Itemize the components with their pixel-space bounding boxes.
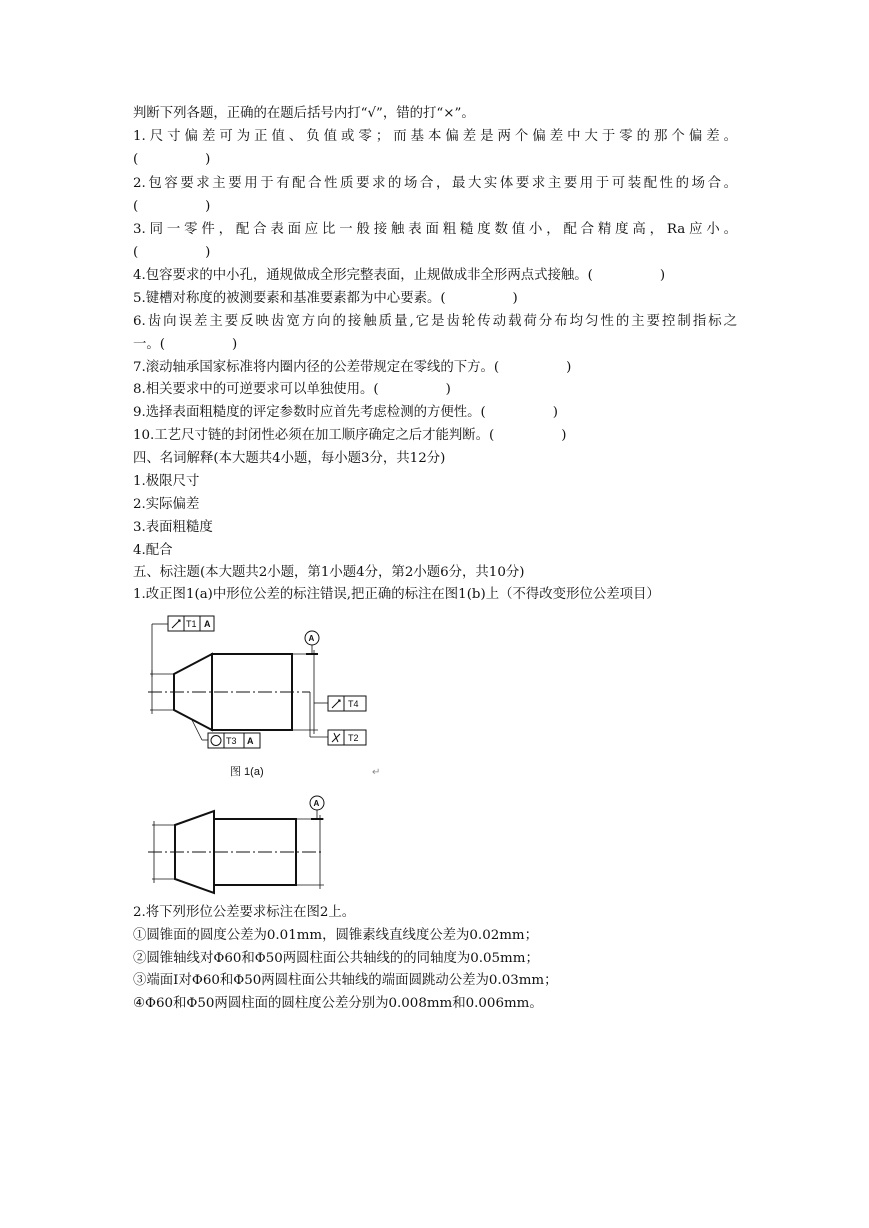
judge-item-5: 5.键槽对称度的被测要素和基准要素都为中心要素。( ) — [133, 291, 518, 306]
q2-item-1: ①圆锥面的圆度公差为0.01mm，圆锥素线直线度公差为0.02mm； — [133, 928, 539, 943]
section-5-q1: 1.改正图1(a)中形位公差的标注错误,把正确的标注在图1(b)上（不得改变形位公差项目） — [133, 587, 660, 602]
judge-item-1-blank: ( ) — [133, 152, 211, 167]
judge-item-7: 7.滚动轴承国家标准将内圈内径的公差带规定在零线的下方。( ) — [133, 360, 572, 375]
judge-item-9: 9.选择表面粗糙度的评定参数时应首先考虑检测的方便性。( ) — [133, 405, 558, 420]
term-2: 2.实际偏差 — [133, 497, 200, 512]
frame-bottom-datum: A — [247, 736, 254, 746]
term-3: 3.表面粗糙度 — [133, 520, 213, 535]
figure-1a — [138, 612, 398, 787]
judge-item-10: 10.工艺尺寸链的封闭性必须在加工顺序确定之后才能判断。( ) — [133, 428, 567, 443]
judge-item-2: 2.包容要求主要用于有配合性质要求的场合，最大实体要求主要用于可装配性的场合。 — [133, 176, 737, 191]
frame-right1-tol: T4 — [348, 699, 359, 709]
datum-letter-a: A — [313, 799, 320, 808]
intro-text: 判断下列各题，正确的在题后括号内打“√”，错的打“×”。 — [133, 106, 475, 121]
frame-top-tol: T1 — [186, 619, 197, 629]
section-5-title: 五、标注题(本大题共2小题，第1小题4分，第2小题6分，共10分) — [133, 565, 525, 580]
judge-item-3: 3.同一零件，配合表面应比一般接触表面粗糙度数值小，配合精度高，Ra应小。 — [133, 222, 737, 237]
datum-letter-a: A — [308, 634, 315, 643]
q2-item-4: ④Φ60和Φ50两圆柱面的圆柱度公差分别为0.008mm和0.006mm。 — [133, 996, 543, 1011]
judge-item-2-blank: ( ) — [133, 199, 211, 214]
figure-1a-caption: 图 1(a) — [230, 766, 264, 778]
judge-item-6: 6.齿向误差主要反映齿宽方向的接触质量,它是齿轮传动载荷分布均匀性的主要控制指标之 — [133, 314, 737, 329]
section-5-q2: 2.将下列形位公差要求标注在图2上。 — [133, 905, 356, 920]
figure-1b — [138, 788, 338, 898]
frame-bottom-tol: T3 — [226, 736, 237, 746]
term-1: 1.极限尺寸 — [133, 474, 200, 489]
judge-item-3-blank: ( ) — [133, 245, 211, 260]
section-4-title: 四、名词解释(本大题共4小题，每小题3分，共12分) — [133, 451, 446, 466]
frame-top-datum: A — [204, 619, 211, 629]
q2-item-2: ②圆锥轴线对Φ60和Φ50两圆柱面公共轴线的的同轴度为0.05mm； — [133, 951, 539, 966]
judge-item-4: 4.包容要求的中小孔，通规做成全形完整表面，止规做成非全形两点式接触。( ) — [133, 268, 666, 283]
judge-item-1: 1.尺寸偏差可为正值、负值或零；而基本偏差是两个偏差中大于零的那个偏差。 — [133, 129, 737, 144]
q2-item-3: ③端面Ⅰ对Φ60和Φ50两圆柱面公共轴线的端面圆跳动公差为0.03mm； — [133, 973, 558, 988]
frame-right2-tol: T2 — [348, 733, 359, 743]
judge-item-6-cont: 一。( ) — [133, 337, 238, 352]
return-mark: ↵ — [372, 767, 381, 778]
judge-item-8: 8.相关要求中的可逆要求可以单独使用。( ) — [133, 382, 451, 397]
term-4: 4.配合 — [133, 543, 173, 558]
